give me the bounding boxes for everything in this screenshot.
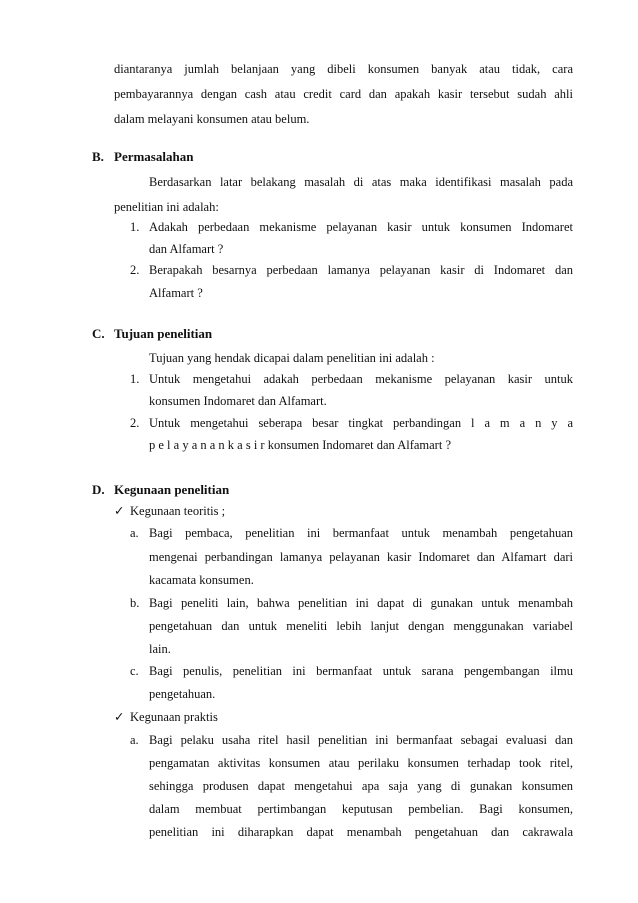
section-b-item-2-line-1: Berapakah besarnya perbedaan lamanya pelayanan kasir di Indomaret dan bbox=[149, 263, 573, 277]
section-b-item-1-num: 1. bbox=[130, 220, 140, 234]
section-b-item-1-line-1: Adakah perbedaan mekanisme pelayanan kasir untuk konsumen Indomaret bbox=[149, 220, 573, 234]
teoritis-b-line-1: Bagi peneliti lain, bahwa penelitian ini dapat di gunakan untuk menambah bbox=[149, 596, 573, 610]
section-d-letter: D. bbox=[92, 482, 105, 497]
section-c-item-2-line-1: Untuk mengetahui seberapa besar tingkat perbandingan l a m a n y a bbox=[149, 416, 573, 430]
teoritis-c-letter: c. bbox=[130, 664, 139, 678]
praktis-a-letter: a. bbox=[130, 733, 139, 747]
praktis-label: Kegunaan praktis bbox=[130, 710, 218, 724]
teoritis-c-line-2: pengetahuan. bbox=[149, 687, 216, 701]
section-d-title: Kegunaan penelitian bbox=[114, 482, 230, 497]
section-b-para-line-2: penelitian ini adalah: bbox=[114, 200, 219, 214]
section-c-item-2-num: 2. bbox=[130, 416, 140, 430]
section-b-item-2-line-2: Alfamart ? bbox=[149, 286, 203, 300]
praktis-a-line-5: penelitian ini diharapkan dapat menambah pengetahuan dan cakrawala bbox=[149, 825, 573, 839]
section-b-title: Permasalahan bbox=[114, 149, 194, 164]
teoritis-label: Kegunaan teoritis ; bbox=[130, 504, 226, 518]
section-b-letter: B. bbox=[92, 149, 104, 164]
teoritis-a-letter: a. bbox=[130, 526, 139, 540]
intro-line-2: pembayarannya dengan cash atau credit card dan apakah kasir tersebut sudah ahli bbox=[114, 87, 573, 101]
teoritis-b-letter: b. bbox=[130, 596, 140, 610]
intro-line-1: diantaranya jumlah belanjaan yang dibeli konsumen banyak atau tidak, cara bbox=[114, 62, 573, 76]
checkmark-icon: ✓ bbox=[114, 709, 125, 724]
teoritis-a-line-3: kacamata konsumen. bbox=[149, 573, 254, 587]
section-b-item-2-num: 2. bbox=[130, 263, 140, 277]
section-c-item-1-line-2: konsumen Indomaret dan Alfamart. bbox=[149, 394, 327, 408]
praktis-a-line-3: sehingga produsen dapat mengetahui apa saja yang di gunakan konsumen bbox=[149, 779, 573, 793]
praktis-a-line-4: dalam membuat pertimbangan keputusan pembelian. Bagi konsumen, bbox=[149, 802, 573, 816]
section-c-letter: C. bbox=[92, 326, 105, 341]
praktis-a-line-1: Bagi pelaku usaha ritel hasil penelitian ini bermanfaat sebagai evaluasi dan bbox=[149, 733, 573, 747]
teoritis-a-line-1: Bagi pembaca, penelitian ini bermanfaat untuk menambah pengetahuan bbox=[149, 526, 573, 540]
section-b-item-1-line-2: dan Alfamart ? bbox=[149, 242, 224, 256]
praktis-a-line-2: pengamatan aktivitas konsumen atau perilaku konsumen terhadap took ritel, bbox=[149, 756, 573, 770]
intro-line-3: dalam melayani konsumen atau belum. bbox=[114, 112, 310, 126]
teoritis-a-line-2: mengenai perbandingan lamanya pelayanan kasir Indomaret dan Alfamart dari bbox=[149, 550, 573, 564]
checkmark-icon: ✓ bbox=[114, 503, 125, 518]
section-c-item-2-line-2: p e l a y a n a n k a s i r konsumen Indomaret dan Alfamart ? bbox=[149, 438, 451, 452]
teoritis-c-line-1: Bagi penulis, penelitian ini bermanfaat untuk sarana pengembangan ilmu bbox=[149, 664, 573, 678]
section-c-para-line-1: Tujuan yang hendak dicapai dalam penelitian ini adalah : bbox=[149, 351, 435, 365]
teoritis-b-line-2: pengetahuan dan untuk meneliti lebih lanjut dengan menggunakan variabel bbox=[149, 619, 573, 633]
section-c-item-1-line-1: Untuk mengetahui adakah perbedaan mekanisme pelayanan kasir untuk bbox=[149, 372, 573, 386]
section-c-item-1-num: 1. bbox=[130, 372, 140, 386]
section-b-para-line-1: Berdasarkan latar belakang masalah di atas maka identifikasi masalah pada bbox=[149, 175, 573, 189]
teoritis-b-line-3: lain. bbox=[149, 642, 171, 656]
section-c-title: Tujuan penelitian bbox=[114, 326, 213, 341]
